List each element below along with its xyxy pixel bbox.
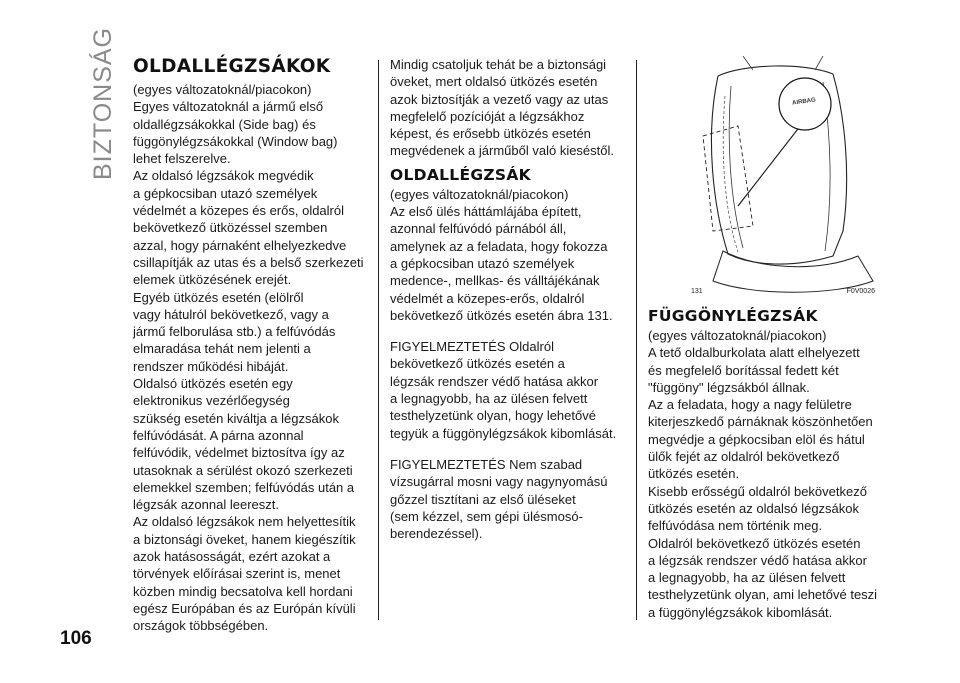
page-number: 106 (60, 628, 92, 649)
section-title-window-bag: FÜGGÖNYLÉGZSÁK (648, 307, 818, 325)
paragraph: Oldalsó ütközés esetén egy elektronikus vezérlőegység szükség esetén kiváltja a légzsákok felfúvódását. A párna azonnal felfúvódik, védelmet biztosítva így az utasoknak a sérülést okozó szerkezeti elemekkel szemben; felfúvódás után a légzsák azonnal leereszt. (133, 376, 355, 513)
warning-paragraph: FIGYELMEZTETÉS Oldalról bekövetkező ütközés esetén a légzsák rendszer védő hatása akkor a legnagyobb, ha az ülésen felvett testhelyzetünk olyan, hogy lehetővé tegyük a függönylégzsákok kibomlását. (390, 339, 617, 441)
seat-illustration (683, 56, 883, 301)
paragraph: (egyes változatoknál/piacokon) (390, 186, 569, 202)
figure-code: F0V0026 (846, 288, 875, 295)
paragraph: (egyes változatoknál/piacokon) Egyes változatoknál a jármű első oldallégzsákokkal (Side bag) és függönylégzsákokkal (Window bag) lehet felszerelve. (133, 82, 338, 167)
paragraph: Az első ülés háttámlájába épített, azonnal felfúvódó párnából áll, amelynek az a feladata, hogy fokozza a gépkocsiban utazó személyek medence-, mellkas- és válltájékának védelmét a közepes-erős, oldalról bekövetkező ütközés esetén ábra 131. (390, 204, 613, 323)
figure-seat-airbag (683, 56, 883, 301)
column-3 (648, 56, 888, 621)
paragraph: Kisebb erősségű oldalról bekövetkező ütközés esetén az oldalsó légzsákok felfúvódása nem történik meg. (648, 483, 867, 534)
section-title-side-airbags: OLDALLÉGZSÁKOK (133, 56, 331, 77)
section-title-side-bag: OLDALLÉGZSÁK (390, 165, 531, 184)
paragraph: Az oldalsó légzsákok nem helyettesítik a biztonsági öveket, hanem kiegészítik azok hatásosságát, ezért azokat a törvények előírásai szerint is, menet közben mindig becsatolva kell hordani egész Európában és az Európán kívüli országok többségében. (133, 514, 356, 634)
paragraph: Az oldalsó légzsákok megvédik a gépkocsiban utazó személyek védelmét a közepes és erős, oldalról bekövetkező ütközéssel szemben azzal, hogy párnaként elhelyezkedve csillapítják az utas és a belső szerkezeti elemek ütközésének erejét. (133, 168, 364, 288)
column-2 (390, 56, 630, 542)
paragraph: (egyes változatoknál/piacokon) A tető oldalburkolata alatt elhelyezett és megfelelő borítással fedett két "függöny" légzsákból állnak. (648, 328, 860, 395)
warning-paragraph: FIGYELMEZTETÉS Nem szabad vízsugárral mosni vagy nagynyomású gőzzel tisztítani az első üléseket (sem kézzel, sem gépi ülésmosó- berendezéssel). (390, 456, 608, 542)
paragraph: Egyéb ütközés esetén (elölről vagy hátulról bekövetkező, vagy a jármű felborulása stb.) a felfúvódás elmaradása tehát nem jelenti a rendszer működési hibáját. (133, 289, 336, 374)
column-divider (378, 60, 379, 620)
column-divider (636, 60, 637, 620)
airbag-label: AIRBAG (791, 97, 817, 107)
paragraph: Oldalról bekövetkező ütközés esetén a légzsák rendszer védő hatása akkor a legnagyobb, ha az ülésen felvett testhelyzetünk olyan, ami lehetővé teszi a függönylégzsákok kibomlását. (648, 535, 878, 620)
paragraph: Az a feladata, hogy a nagy felületre kiterjeszkedő párnáknak köszönhetően megvédje a gépkocsiban elöl és hátul ülők fejét az oldalról bekövetkező ütközés esetén. (648, 397, 873, 482)
section-side-label: BIZTONSÁG (89, 26, 117, 180)
column-1 (133, 56, 369, 635)
figure-number: 131 (691, 288, 703, 295)
paragraph: Mindig csatoljuk tehát be a biztonsági öveket, mert oldalsó ütközés esetén azok biztosítják a vezető vagy az utas megfelelő pozícióját a légzsákhoz képest, és erősebb ütközés esetén megvédenek a járműből való kieséstől. (390, 57, 615, 159)
